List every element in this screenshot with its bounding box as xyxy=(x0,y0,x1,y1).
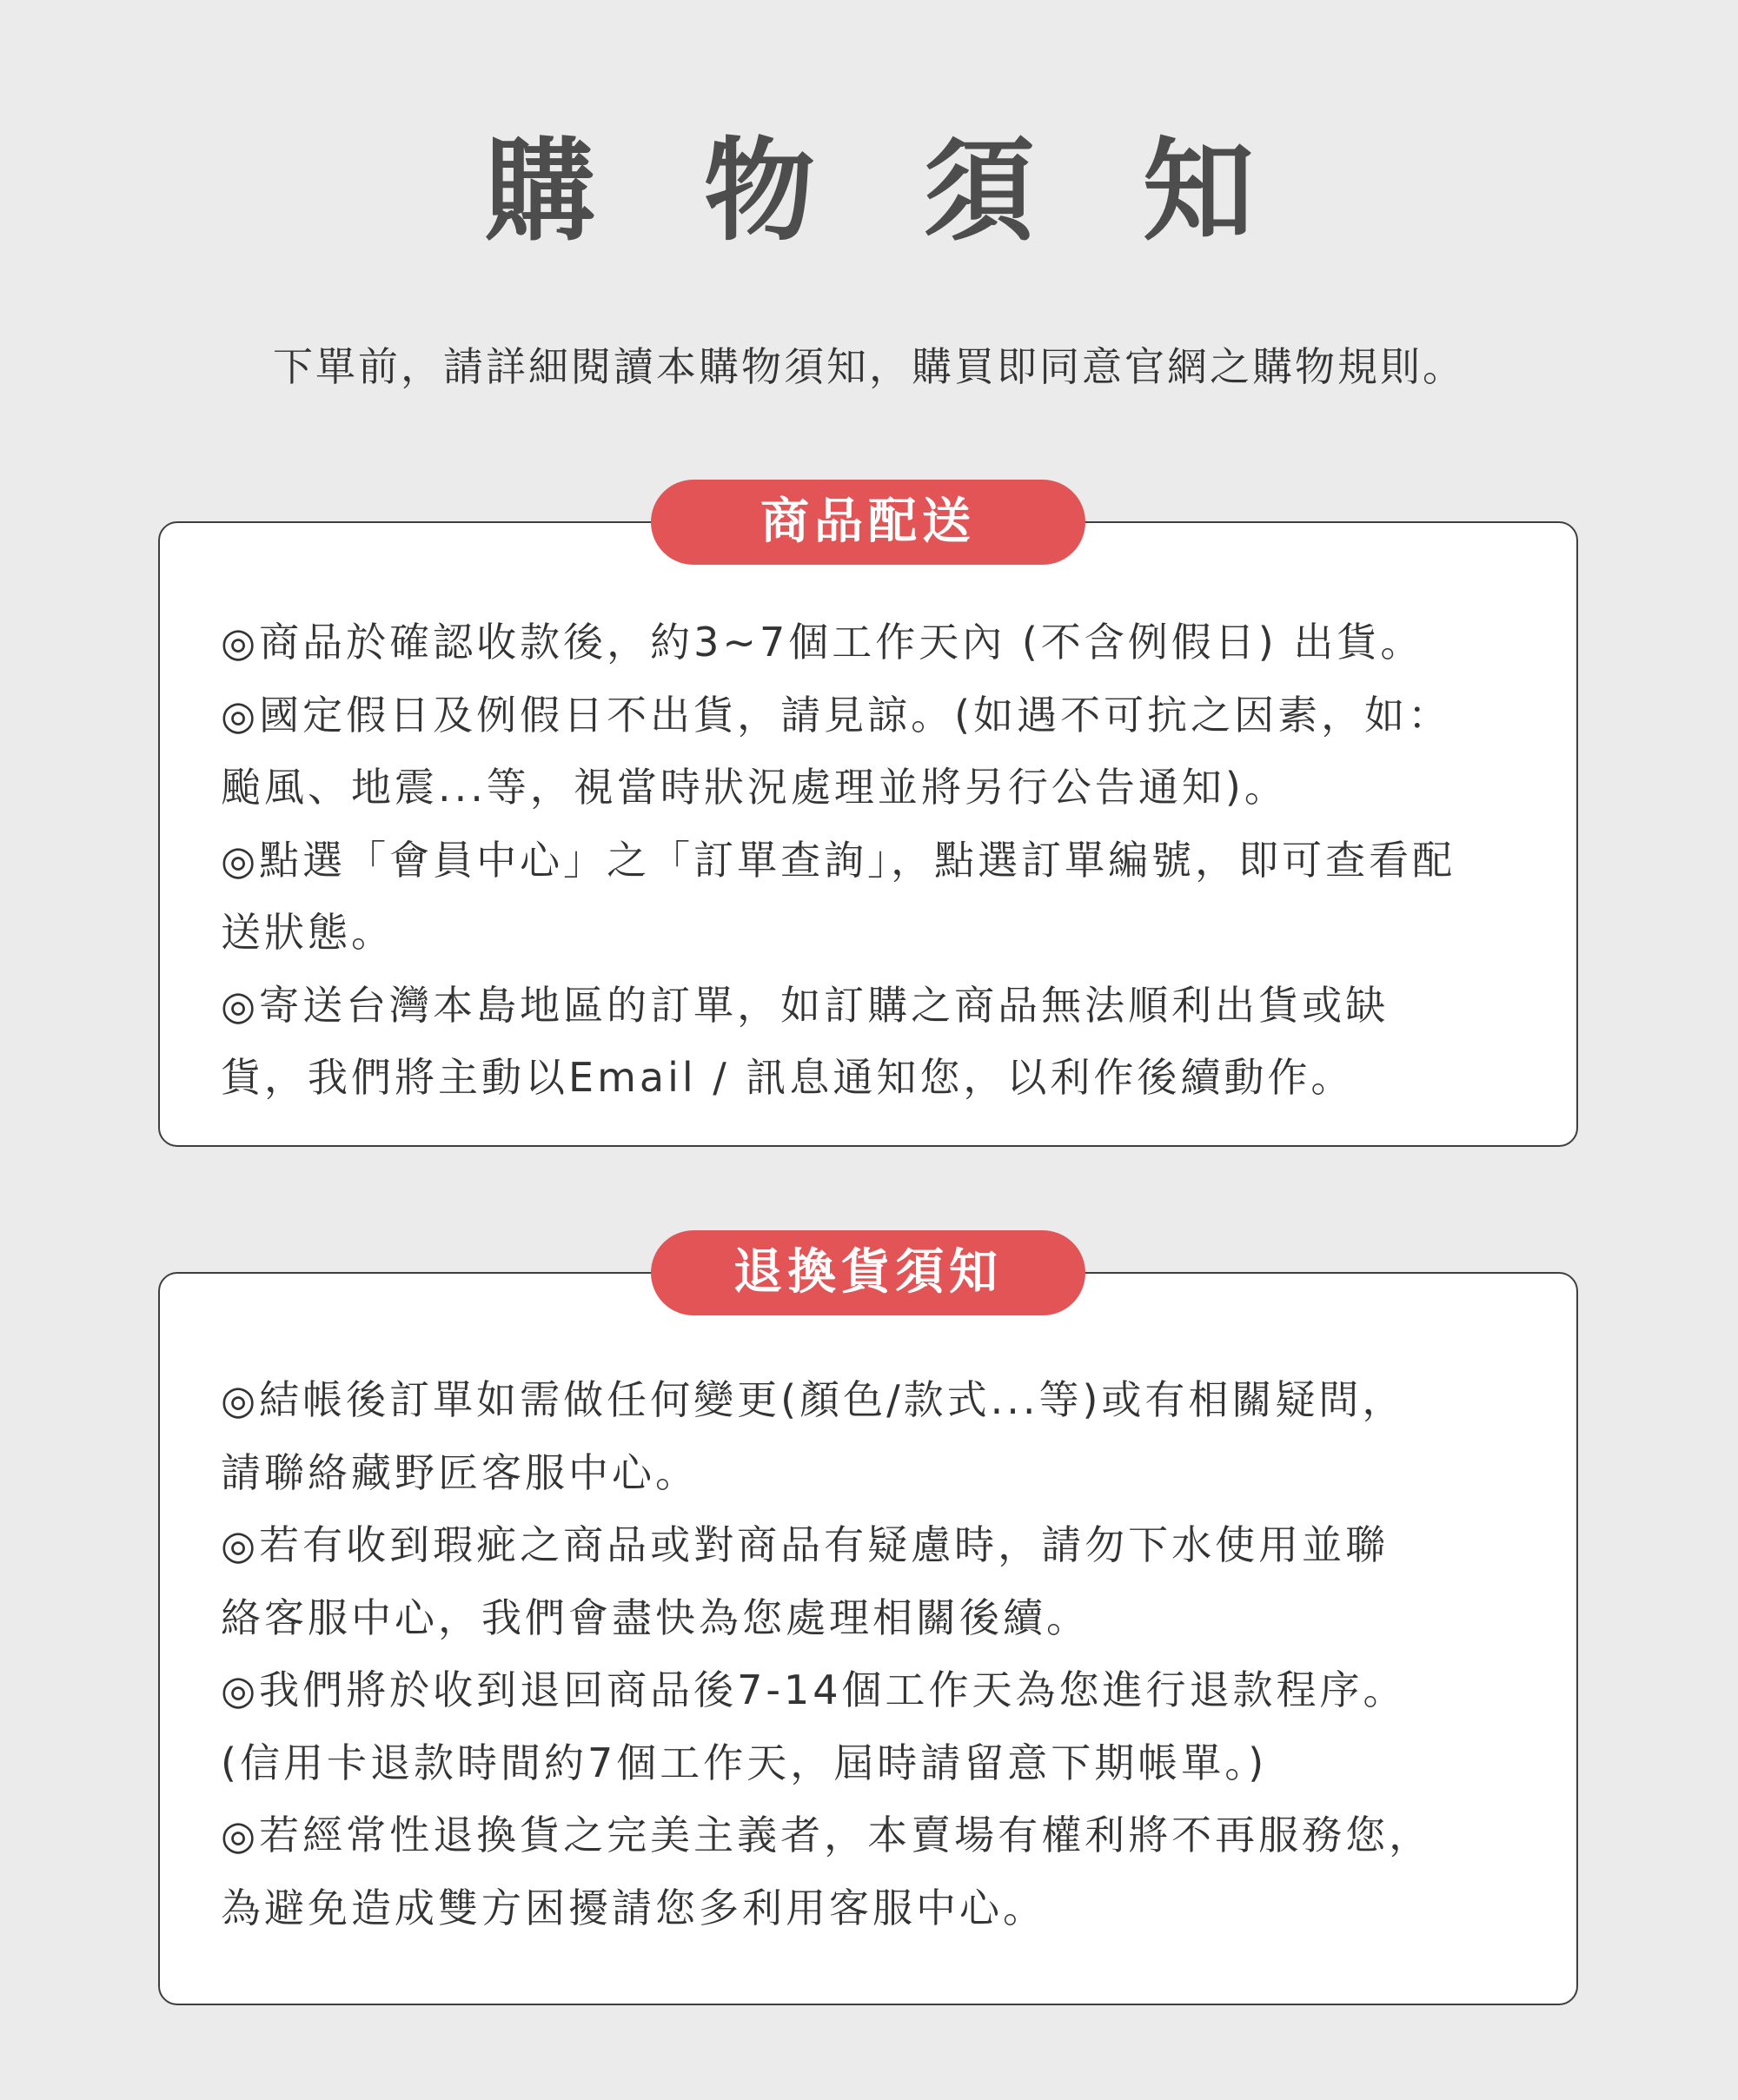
shipping-line: 貨，我們將主動以Email / 訊息通知您，以利作後續動作。 xyxy=(221,1054,1355,1101)
returns-line: ◎若經常性退換貨之完美主義者，本賣場有權利將不再服務您， xyxy=(221,1812,1433,1858)
returns-line: 請聯絡藏野匠客服中心。 xyxy=(221,1448,699,1496)
returns-heading-badge: 退換貨須知 xyxy=(651,1230,1085,1315)
shipping-line: ◎商品於確認收款後，約3~7個工作天內 (不含例假日) 出貨。 xyxy=(221,619,1424,666)
returns-line: 絡客服中心，我們會盡快為您處理相關後續。 xyxy=(221,1593,1090,1641)
shipping-line: ◎國定假日及例假日不出貨，請見諒。(如遇不可抗之因素，如： xyxy=(221,691,1452,739)
returns-section xyxy=(158,1244,1578,2005)
intro-text: 下單前，請詳細閱讀本購物須知，購買即同意官網之購物規則。 xyxy=(273,343,1465,390)
shipping-section xyxy=(158,494,1578,1147)
returns-line: 為避免造成雙方困擾請您多利用客服中心。 xyxy=(221,1884,1046,1931)
shipping-line: ◎寄送台灣本島地區的訂單，如訂購之商品無法順利出貨或缺 xyxy=(221,981,1390,1029)
returns-line: ◎我們將於收到退回商品後7-14個工作天為您進行退款程序。 xyxy=(221,1666,1407,1713)
shipping-heading-badge: 商品配送 xyxy=(651,480,1085,565)
returns-line: ◎結帳後訂單如需做任何變更(顏色/款式...等)或有相關疑問， xyxy=(221,1376,1406,1423)
shipping-content xyxy=(221,606,1524,1115)
shipping-line: 颱風、地震...等，視當時狀況處理並將另行公告通知)。 xyxy=(221,764,1288,811)
returns-content xyxy=(221,1364,1524,1944)
shipping-line: ◎點選「會員中心」之「訂單查詢」，點選訂單編號，即可查看配 xyxy=(221,836,1456,884)
returns-line: ◎若有收到瑕疵之商品或對商品有疑慮時，請勿下水使用並聯 xyxy=(221,1521,1390,1568)
returns-line: (信用卡退款時間約7個工作天，屆時請留意下期帳單。) xyxy=(221,1739,1268,1786)
shipping-line: 送狀態。 xyxy=(221,909,395,956)
page-title: 購 物 須 知 xyxy=(484,126,1289,256)
